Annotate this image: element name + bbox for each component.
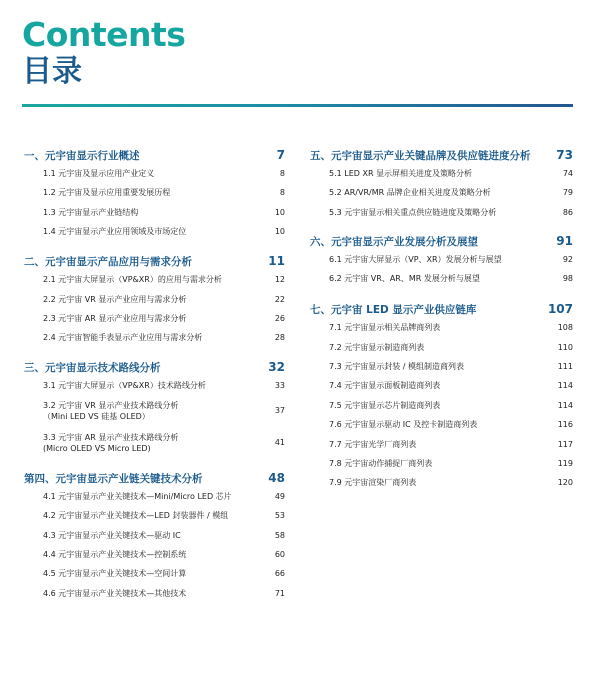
toc-entry[interactable] xyxy=(24,187,285,198)
toc-entry[interactable] xyxy=(310,254,573,265)
toc-entry-label: 2.2 元宇宙 VR 显示产业应用与需求分析 xyxy=(43,294,187,304)
toc-entry-page: 92 xyxy=(562,254,573,264)
toc-entry[interactable] xyxy=(24,313,285,324)
toc-entry-label: 1.1 元宇宙及显示应用产业定义 xyxy=(43,169,155,178)
toc-entry[interactable] xyxy=(24,400,285,422)
toc-section-title: 六、元宇宙显示产业发展分析及展望 xyxy=(310,235,478,248)
toc-section-title: 一、元宇宙显示行业概述 xyxy=(24,150,140,162)
toc-entry-label: 7.6 元宇宙显示驱动 IC 及控卡制造商列表 xyxy=(329,420,478,430)
toc-entry-label: 4.4 元宇宙显示产业关键技术—控制系统 xyxy=(43,549,187,559)
toc-entry-label: 3.1 元宇宙大屏显示（VP&XR）技术路线分析 xyxy=(43,381,206,391)
toc-section-title: 七、元宇宙 LED 显示产业供应链库 xyxy=(310,304,477,317)
toc-entry[interactable] xyxy=(24,207,285,218)
toc-entry[interactable] xyxy=(24,568,285,579)
toc-entry-label: 2.4 元宇宙智能手表显示产业应用与需求分析 xyxy=(43,333,203,343)
toc-section[interactable] xyxy=(310,302,573,317)
toc-entry-label: 7.8 元宇宙动作捕捉厂商列表 xyxy=(329,458,433,468)
toc-entry-page: 110 xyxy=(557,342,573,352)
toc-entry[interactable] xyxy=(24,168,285,179)
toc-entry-page: 117 xyxy=(557,439,573,449)
toc-entry-label: 7.7 元宇宙光学厂商列表 xyxy=(329,439,417,449)
toc-section-page: 73 xyxy=(556,148,573,162)
toc-entry-page: 10 xyxy=(274,227,285,237)
toc-entry[interactable] xyxy=(24,332,285,343)
toc-entry-page: 12 xyxy=(274,275,285,285)
toc-section-title: 二、元宇宙显示产品应用与需求分析 xyxy=(24,256,192,269)
toc-entry[interactable] xyxy=(24,530,285,541)
toc-entry-page: 119 xyxy=(557,458,573,468)
toc-section-page: 11 xyxy=(268,254,285,269)
toc-entry-label: 5.1 LED XR 显示屏相关进度及策略分析 xyxy=(329,169,473,178)
toc-entry[interactable] xyxy=(310,477,573,488)
title-english: Contents xyxy=(22,15,186,54)
toc-entry-label: 1.3 元宇宙显示产业链结构 xyxy=(43,207,139,217)
toc-entry-label: 3.2 元宇宙 VR 显示产业技术路线分析 （Mini LED VS 硅基 OLED） xyxy=(43,400,179,421)
toc-entry-label: 3.3 元宇宙 AR 显示产业技术路线分析 (Micro OLED VS Micro LED) xyxy=(43,432,179,453)
toc-entry-page: 10 xyxy=(274,207,285,217)
toc-entry-page: 86 xyxy=(562,207,573,217)
toc-entry[interactable] xyxy=(24,510,285,521)
toc-section-page: 107 xyxy=(547,302,573,317)
toc-section[interactable] xyxy=(310,234,573,249)
toc-entry-label: 7.2 元宇宙显示制造商列表 xyxy=(329,342,425,352)
toc-entry-page: 71 xyxy=(274,588,285,598)
toc-entry-label: 7.1 元宇宙显示相关品牌商列表 xyxy=(329,323,441,333)
toc-section[interactable] xyxy=(24,471,285,486)
toc-entry-page: 116 xyxy=(557,420,573,430)
toc-entry[interactable] xyxy=(310,342,573,353)
toc-section-title: 第四、元宇宙显示产业链关键技术分析 xyxy=(24,472,203,485)
toc-entry[interactable] xyxy=(24,274,285,285)
toc-entry[interactable] xyxy=(310,322,573,333)
toc-entry[interactable] xyxy=(24,432,285,454)
toc-entry-page: 108 xyxy=(557,323,573,333)
toc-right-column xyxy=(310,148,573,497)
toc-entry[interactable] xyxy=(310,207,573,218)
toc-entry-page: 111 xyxy=(557,361,573,371)
toc-entry-page: 53 xyxy=(274,511,285,521)
toc-entry-page: 74 xyxy=(562,169,573,178)
toc-entry-label: 1.2 元宇宙及显示应用重要发展历程 xyxy=(43,188,171,198)
toc-entry-label: 7.3 元宇宙显示封装 / 模组制造商列表 xyxy=(329,361,465,371)
toc-entry[interactable] xyxy=(24,491,285,502)
toc-section-title: 三、元宇宙显示技术路线分析 xyxy=(24,362,161,375)
toc-entry-label: 4.6 元宇宙显示产业关键技术—其他技术 xyxy=(43,588,187,598)
toc-entry[interactable] xyxy=(310,273,573,284)
toc-entry[interactable] xyxy=(310,458,573,469)
toc-entry[interactable] xyxy=(24,588,285,599)
toc-section[interactable] xyxy=(24,254,285,269)
toc-entry-label: 7.5 元宇宙显示芯片制造商列表 xyxy=(329,400,441,410)
toc-entry-label: 7.9 元宇宙渲染厂商列表 xyxy=(329,478,417,488)
toc-entry-page: 120 xyxy=(557,478,573,488)
toc-entry[interactable] xyxy=(310,439,573,450)
toc-entry[interactable] xyxy=(24,226,285,237)
toc-entry[interactable] xyxy=(310,168,573,179)
toc-left-column xyxy=(24,148,285,607)
title-chinese: 目录 xyxy=(22,54,82,89)
toc-section-title: 五、元宇宙显示产业关键品牌及供应链进度分析 xyxy=(310,150,531,162)
toc-entry-label: 5.2 AR/VR/MR 品牌企业相关进度及策略分析 xyxy=(329,188,491,198)
toc-entry-label: 5.3 元宇宙显示相关重点供应链进度及策略分析 xyxy=(329,207,497,217)
toc-entry-label: 4.2 元宇宙显示产业关键技术—LED 封装器件 / 模组 xyxy=(43,511,229,521)
toc-entry-page: 66 xyxy=(274,569,285,579)
toc-entry[interactable] xyxy=(310,380,573,391)
toc-section-page: 91 xyxy=(556,233,573,248)
toc-entry-label: 4.3 元宇宙显示产业关键技术—驱动 IC xyxy=(43,530,181,540)
toc-entry[interactable] xyxy=(24,380,285,391)
toc-entry-page: 33 xyxy=(274,381,285,391)
toc-entry[interactable] xyxy=(24,294,285,305)
toc-entry-page: 114 xyxy=(557,381,573,391)
toc-entry-label: 6.1 元宇宙大屏显示（VP、XR）发展分析与展望 xyxy=(329,254,502,264)
toc-entry[interactable] xyxy=(310,187,573,198)
toc-entry[interactable] xyxy=(24,549,285,560)
toc-entry-page: 98 xyxy=(562,274,573,284)
toc-entry-page: 49 xyxy=(274,491,285,501)
toc-entry-label: 6.2 元宇宙 VR、AR、MR 发展分析与展望 xyxy=(329,274,480,284)
toc-section-page: 48 xyxy=(268,470,285,485)
header-divider xyxy=(22,104,573,107)
toc-entry[interactable] xyxy=(310,361,573,372)
toc-entry[interactable] xyxy=(310,419,573,430)
toc-section-page: 32 xyxy=(268,360,285,375)
toc-entry-label: 2.1 元宇宙大屏显示（VP&XR）的应用与需求分析 xyxy=(43,275,222,285)
toc-section[interactable] xyxy=(24,148,285,163)
toc-entry-page: 114 xyxy=(557,400,573,410)
toc-entry-page: 58 xyxy=(274,530,285,540)
toc-entry-page: 8 xyxy=(279,169,285,178)
toc-entry-label: 1.4 元宇宙显示产业应用领域及市场定位 xyxy=(43,227,187,237)
toc-entry-page: 41 xyxy=(274,437,285,447)
toc-entry-page: 8 xyxy=(279,188,285,198)
toc-entry-page: 79 xyxy=(562,188,573,198)
toc-section-page: 7 xyxy=(276,148,285,162)
toc-entry-label: 4.1 元宇宙显示产业关键技术—Mini/Micro LED 芯片 xyxy=(43,491,232,501)
toc-section[interactable] xyxy=(310,148,573,163)
toc-entry-label: 4.5 元宇宙显示产业关键技术—空间计算 xyxy=(43,569,187,579)
toc-entry-page: 60 xyxy=(274,549,285,559)
toc-entry[interactable] xyxy=(310,400,573,411)
toc-entry-page: 37 xyxy=(274,405,285,415)
toc-section[interactable] xyxy=(24,360,285,375)
toc-entry-page: 26 xyxy=(274,313,285,323)
toc-entry-label: 7.4 元宇宙显示面板制造商列表 xyxy=(329,381,441,391)
toc-entry-label: 2.3 元宇宙 AR 显示产业应用与需求分析 xyxy=(43,313,187,323)
toc-entry-page: 28 xyxy=(274,333,285,343)
toc-entry-page: 22 xyxy=(274,294,285,304)
